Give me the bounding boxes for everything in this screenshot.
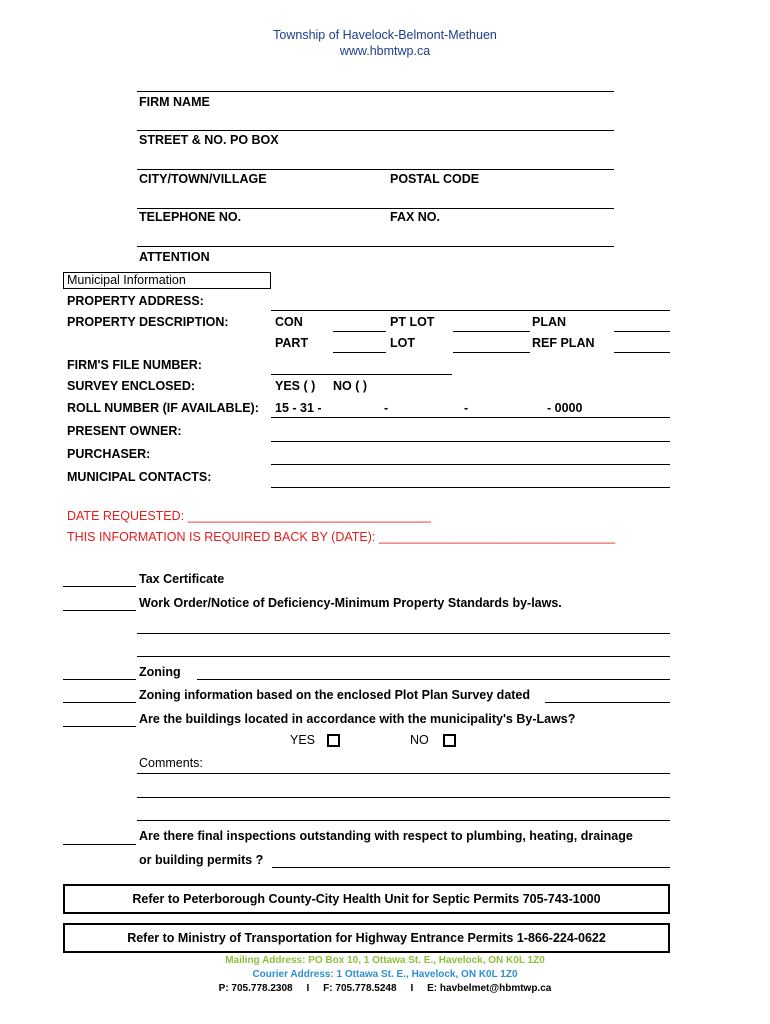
checkbox-icon <box>443 734 456 747</box>
lot-line[interactable] <box>453 352 530 353</box>
property-address-line[interactable] <box>271 310 670 311</box>
survey-no-option[interactable]: NO ( ) <box>333 379 368 393</box>
organization-name: Township of Havelock-Belmont-Methuen <box>273 28 497 42</box>
postal-code-label: POSTAL CODE <box>390 172 480 186</box>
part-line[interactable] <box>333 352 386 353</box>
zoning-info-check-line[interactable] <box>63 702 136 703</box>
telephone-label: TELEPHONE NO. <box>139 210 242 224</box>
fax-label: FAX NO. <box>390 210 441 224</box>
city-label: CITY/TOWN/VILLAGE <box>139 172 267 186</box>
work-order-label: Work Order/Notice of Deficiency-Minimum Property Standards by-laws. <box>139 596 562 610</box>
firm-name-line[interactable] <box>137 91 614 92</box>
yes-checkbox[interactable] <box>327 732 340 750</box>
present-owner-line[interactable] <box>271 441 670 442</box>
work-order-check-line[interactable] <box>63 610 136 611</box>
present-owner-label: PRESENT OWNER: <box>67 424 182 438</box>
municipal-info-section-title: Municipal Information <box>63 272 271 289</box>
comments-line[interactable] <box>137 797 670 798</box>
roll-prefix: 15 - 31 - <box>275 401 322 415</box>
highway-permits-notice: Refer to Ministry of Transportation for Highway Entrance Permits 1-866-224-0622 <box>63 923 670 953</box>
contact-info: P: 705.778.2308 I F: 705.778.5248 I E: havbelmet@hbmtwp.ca <box>218 983 552 994</box>
ref-plan-label: REF PLAN <box>532 336 595 350</box>
courier-address: Courier Address: 1 Ottawa St. E., Havelock, ON K0L 1Z0 <box>252 969 518 980</box>
con-label: CON <box>275 315 303 329</box>
roll-suffix: - 0000 <box>547 401 583 415</box>
plan-line[interactable] <box>614 331 670 332</box>
inspections-label: Are there final inspections outstanding with respect to plumbing, heating, drainage <box>139 829 633 843</box>
no-label: NO <box>410 733 429 747</box>
buildings-label: Are the buildings located in accordance with the municipality's By-Laws? <box>139 712 576 726</box>
roll-dash: - <box>464 401 469 415</box>
comments-line[interactable] <box>137 820 670 821</box>
pt-lot-label: PT LOT <box>390 315 435 329</box>
telephone-line[interactable] <box>137 208 614 209</box>
zoning-line[interactable] <box>197 679 670 680</box>
buildings-check-line[interactable] <box>63 726 136 727</box>
ref-plan-line[interactable] <box>614 352 670 353</box>
purchaser-label: PURCHASER: <box>67 447 151 461</box>
municipal-contacts-label: MUNICIPAL CONTACTS: <box>67 470 212 484</box>
part-label: PART <box>275 336 309 350</box>
inspections-check-line[interactable] <box>63 844 136 845</box>
zoning-info-date-line[interactable] <box>545 702 670 703</box>
pt-lot-line[interactable] <box>453 331 530 332</box>
inspections-label-cont: or building permits ? <box>139 853 264 867</box>
comments-label: Comments: <box>139 756 203 770</box>
website-link[interactable]: www.hbmtwp.ca <box>339 44 431 58</box>
tax-certificate-label: Tax Certificate <box>139 572 225 586</box>
roll-number-label: ROLL NUMBER (IF AVAILABLE): <box>67 401 259 415</box>
roll-number-line[interactable] <box>271 417 670 418</box>
street-line[interactable] <box>137 130 614 131</box>
purchaser-line[interactable] <box>271 464 670 465</box>
work-order-line[interactable] <box>137 656 670 657</box>
city-line[interactable] <box>137 169 614 170</box>
mailing-address: Mailing Address: PO Box 10, 1 Ottawa St. E., Havelock, ON K0L 1Z0 <box>225 955 545 966</box>
tax-certificate-check-line[interactable] <box>63 586 136 587</box>
zoning-check-line[interactable] <box>63 679 136 680</box>
checkbox-icon <box>327 734 340 747</box>
municipal-contacts-line[interactable] <box>271 487 670 488</box>
street-label: STREET & NO. PO BOX <box>139 133 279 147</box>
inspections-line[interactable] <box>272 867 670 868</box>
yes-label: YES <box>290 733 316 747</box>
comments-line[interactable] <box>137 773 670 774</box>
lot-label: LOT <box>390 336 415 350</box>
property-address-label: PROPERTY ADDRESS: <box>67 294 204 308</box>
date-requested[interactable]: DATE REQUESTED: ___________________________________ <box>67 509 431 523</box>
firm-file-label: FIRM'S FILE NUMBER: <box>67 358 202 372</box>
work-order-line[interactable] <box>137 633 670 634</box>
no-checkbox[interactable] <box>443 732 456 750</box>
roll-dash: - <box>384 401 389 415</box>
attention-label: ATTENTION <box>139 250 210 264</box>
septic-permits-notice: Refer to Peterborough County-City Health Unit for Septic Permits 705-743-1000 <box>63 884 670 914</box>
plan-label: PLAN <box>532 315 567 329</box>
firm-name-label: FIRM NAME <box>139 95 210 109</box>
survey-yes-option[interactable]: YES ( ) <box>275 379 316 393</box>
survey-label: SURVEY ENCLOSED: <box>67 379 196 393</box>
zoning-label: Zoning <box>139 665 181 679</box>
zoning-info-label: Zoning information based on the enclosed Plot Plan Survey dated <box>139 688 531 702</box>
firm-file-line[interactable] <box>271 374 452 375</box>
property-description-label: PROPERTY DESCRIPTION: <box>67 315 229 329</box>
date-required[interactable]: THIS INFORMATION IS REQUIRED BACK BY (DATE): __________________________________ <box>67 530 616 544</box>
attention-line[interactable] <box>137 246 614 247</box>
con-line[interactable] <box>333 331 386 332</box>
